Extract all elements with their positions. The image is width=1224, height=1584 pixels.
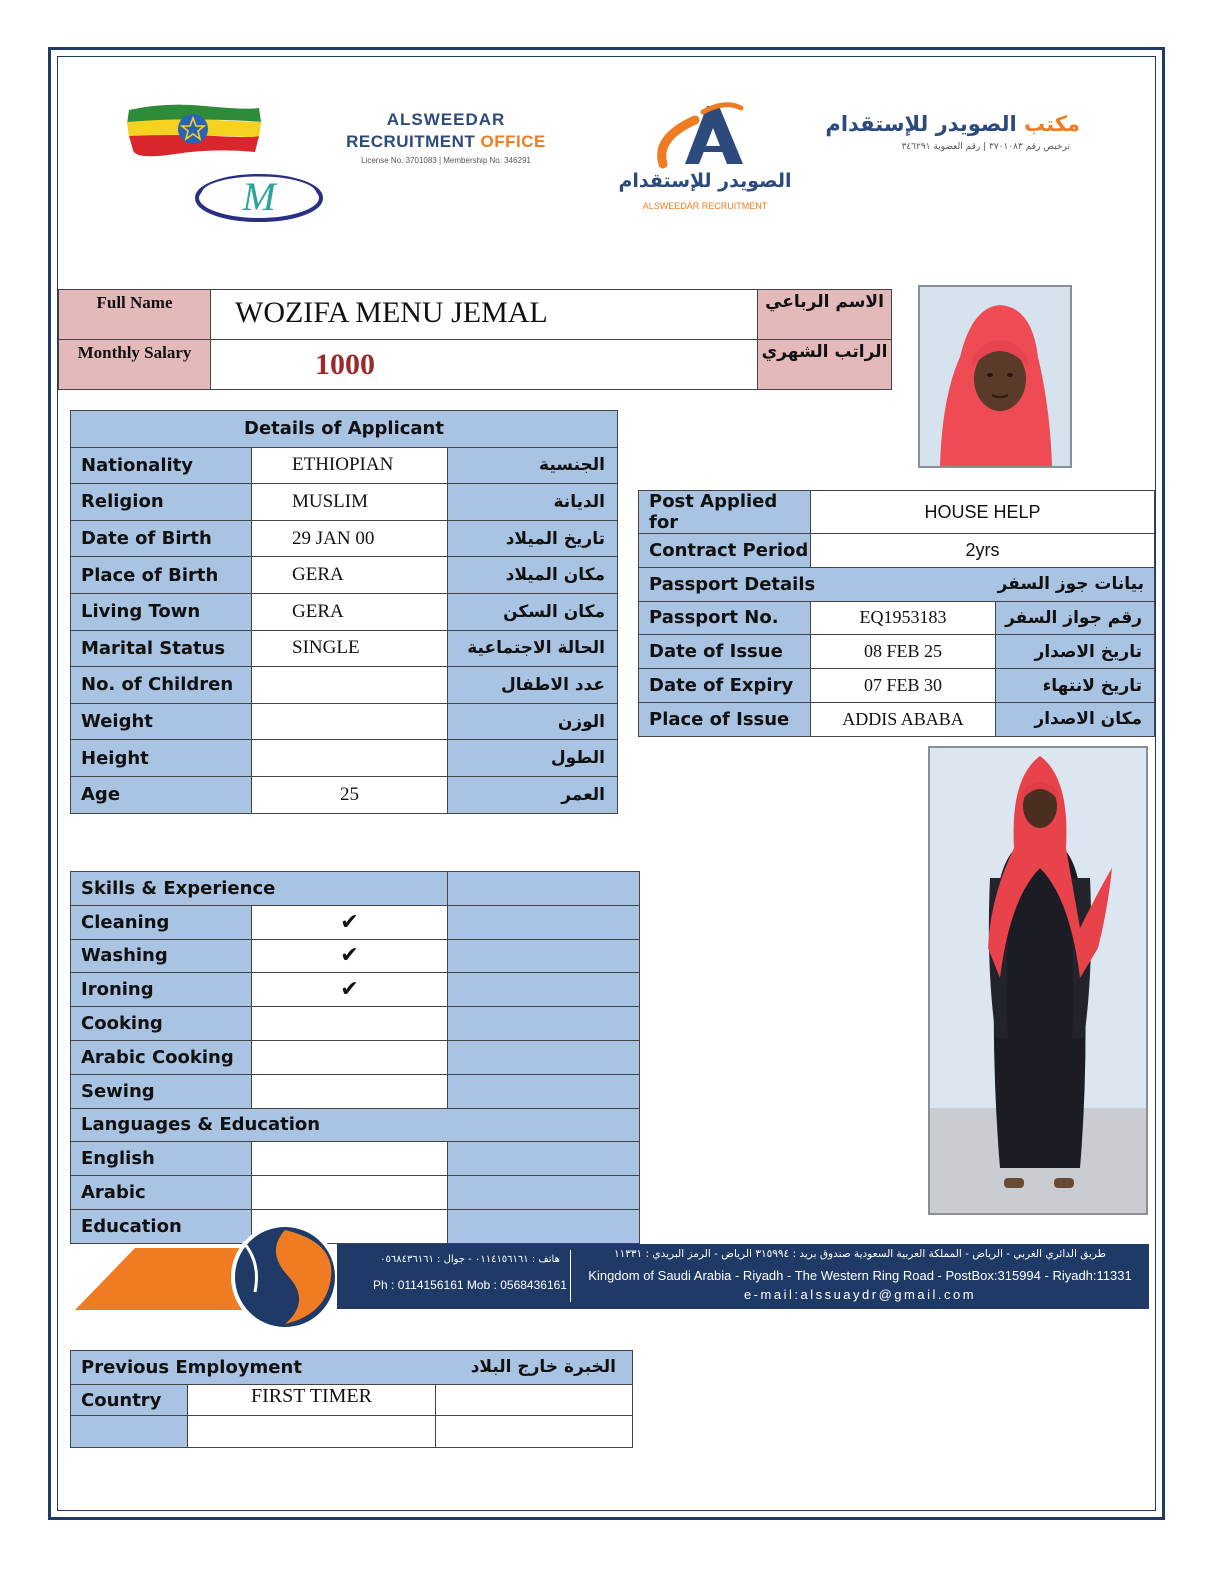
table-row	[71, 973, 640, 1007]
skill-label: Ironing	[71, 973, 252, 1007]
table-row	[71, 484, 618, 521]
email-text: e-mail:alssuaydr@gmail.com	[743, 1287, 977, 1302]
check-mark: ✔	[252, 939, 448, 973]
blank-label	[71, 1416, 188, 1448]
table-row	[639, 669, 1155, 703]
row-value: MUSLIM	[252, 484, 448, 521]
full-body-illustration	[930, 748, 1146, 1213]
skill-blank	[448, 939, 640, 973]
m-logo-letter: M	[242, 174, 276, 219]
row-value: GERA	[252, 557, 448, 594]
language-blank	[448, 1176, 640, 1210]
post-value: HOUSE HELP	[811, 491, 1155, 534]
a-logo-arabic: الصويدر للإستقدام	[618, 170, 792, 192]
row-arabic: تاريخ الاصدار	[996, 635, 1155, 669]
table-row	[71, 520, 618, 557]
a-logo-mark	[615, 98, 795, 170]
name-salary-table	[58, 289, 892, 390]
row-label: Marital Status	[71, 630, 252, 667]
full-body-photo	[928, 746, 1148, 1215]
passport-header: Passport Details بيانات جوز السفر	[639, 567, 1155, 601]
table-row	[71, 1040, 640, 1074]
skill-blank	[448, 905, 640, 939]
row-arabic: تاريخ الميلاد	[448, 520, 618, 557]
row-arabic: الحالة الاجتماعية	[448, 630, 618, 667]
ethiopia-flag-logo	[125, 100, 263, 158]
address-english: Kingdom of Saudi Arabia - Riyadh - The Western Ring Road - PostBox:315994 - Riyadh:11331	[588, 1268, 1132, 1283]
country-label: Country	[71, 1385, 188, 1416]
logo-line-1: ALSWEEDAR	[386, 110, 506, 129]
phone-english: Ph : 0114156161 Mob : 0568436161	[373, 1278, 567, 1292]
table-row	[71, 939, 640, 973]
country-extra	[436, 1385, 633, 1416]
row-label: Date of Birth	[71, 520, 252, 557]
country-value: FIRST TIMER	[188, 1385, 436, 1416]
license-line: License No. 3701083 | Membership No. 346291	[361, 156, 531, 165]
check-mark	[252, 1040, 448, 1074]
row-value: GERA	[252, 593, 448, 630]
skill-label: Washing	[71, 939, 252, 973]
table-row	[71, 1074, 640, 1108]
skill-blank	[448, 973, 640, 1007]
row-arabic: عدد الاطفال	[448, 667, 618, 704]
arabic-logo-title: مكتب الصويدر للإستقدام	[825, 112, 1080, 136]
arabic-office-logo	[820, 112, 1080, 152]
row-value: ETHIOPIAN	[252, 447, 448, 484]
language-label: Arabic	[71, 1176, 252, 1210]
check-mark: ✔	[252, 905, 448, 939]
row-value: ADDIS ABABA	[811, 702, 996, 736]
logo-line-2: RECRUITMENT OFFICE	[346, 132, 546, 151]
post-label: Post Applied for	[639, 491, 811, 534]
row-value: 25	[252, 776, 448, 813]
banner-divider	[570, 1250, 571, 1302]
skill-label: Cleaning	[71, 905, 252, 939]
row-value	[252, 703, 448, 740]
skill-label: Cooking	[71, 1007, 252, 1041]
full-name-value: WOZIFA MENU JEMAL	[211, 290, 758, 340]
row-label: No. of Children	[71, 667, 252, 704]
table-row	[71, 593, 618, 630]
row-label: Date of Expiry	[639, 669, 811, 703]
row-arabic: العمر	[448, 776, 618, 813]
row-label: Date of Issue	[639, 635, 811, 669]
row-arabic: رقم جواز السفر	[996, 601, 1155, 635]
salary-label: Monthly Salary	[59, 340, 211, 390]
row-value: 29 JAN 00	[252, 520, 448, 557]
details-title: Details of Applicant	[71, 411, 618, 448]
english-office-logo	[330, 110, 562, 165]
row-arabic: مكان الاصدار	[996, 702, 1155, 736]
languages-title: Languages & Education	[71, 1108, 640, 1142]
table-row	[639, 702, 1155, 736]
language-label: English	[71, 1142, 252, 1176]
row-label: Weight	[71, 703, 252, 740]
row-label: Religion	[71, 484, 252, 521]
row-label: Place of Birth	[71, 557, 252, 594]
table-row	[71, 630, 618, 667]
row-arabic: الطول	[448, 740, 618, 777]
language-value	[252, 1142, 448, 1176]
skill-blank	[448, 1040, 640, 1074]
row-value: 08 FEB 25	[811, 635, 996, 669]
m-logo	[193, 170, 325, 224]
address-arabic: طريق الدائري الغربي - الرياض - المملكة العربية السعودية صندوق بريد : ٣١٥٩٩٤ الرياض - الرمز البريدي : ١١٣٣١	[613, 1248, 1107, 1260]
salary-arabic: الراتب الشهري	[758, 340, 892, 390]
contract-value: 2yrs	[811, 534, 1155, 568]
previous-title: Previous Employment الخبرة خارج البلاد	[71, 1351, 633, 1385]
skill-blank	[448, 1074, 640, 1108]
row-value: EQ1953183	[811, 601, 996, 635]
skills-title: Skills & Experience	[71, 872, 448, 906]
row-arabic: مكان الميلاد	[448, 557, 618, 594]
row-label: Height	[71, 740, 252, 777]
full-name-arabic: الاسم الرباعي	[758, 290, 892, 340]
row-value: SINGLE	[252, 630, 448, 667]
row-label: Age	[71, 776, 252, 813]
arabic-logo-sub: ترخيص رقم ٣٧٠١٠٨٣ | رقم العضوية ٣٤٦٢٩١	[901, 142, 1070, 152]
table-row	[71, 740, 618, 777]
row-value: 07 FEB 30	[811, 669, 996, 703]
row-label: Passport No.	[639, 601, 811, 635]
table-row	[71, 776, 618, 813]
check-mark	[252, 1074, 448, 1108]
table-row	[71, 703, 618, 740]
contract-label: Contract Period	[639, 534, 811, 568]
check-mark: ✔	[252, 973, 448, 1007]
row-label: Place of Issue	[639, 702, 811, 736]
blank-extra	[436, 1416, 633, 1448]
row-arabic: الديانة	[448, 484, 618, 521]
table-row	[639, 601, 1155, 635]
headshot-photo	[918, 285, 1072, 468]
a-logo	[615, 98, 795, 218]
table-row	[71, 667, 618, 704]
check-mark	[252, 1007, 448, 1041]
skill-label: Sewing	[71, 1074, 252, 1108]
passport-table	[638, 490, 1155, 737]
table-row	[71, 1176, 640, 1210]
row-arabic: تاريخ لانتهاء	[996, 669, 1155, 703]
a-logo-english: ALSWEEDAR RECRUITMENT	[642, 201, 768, 211]
skills-table	[70, 871, 640, 1244]
language-blank	[448, 1142, 640, 1176]
skills-title-blank	[448, 872, 640, 906]
language-value	[252, 1176, 448, 1210]
table-row	[71, 447, 618, 484]
row-arabic: الجنسية	[448, 447, 618, 484]
full-name-label: Full Name	[59, 290, 211, 340]
row-arabic: مكان السكن	[448, 593, 618, 630]
blank-value	[188, 1416, 436, 1448]
table-row	[71, 557, 618, 594]
phone-arabic: هاتف : ٠١١٤١٥٦١٦١ - جوال : ٠٥٦٨٤٣٦١٦١	[380, 1254, 560, 1265]
skill-blank	[448, 1007, 640, 1041]
row-label: Living Town	[71, 593, 252, 630]
row-label: Nationality	[71, 447, 252, 484]
salary-value: 1000	[211, 340, 758, 390]
row-value	[252, 667, 448, 704]
table-row	[71, 1142, 640, 1176]
previous-employment-table	[70, 1350, 633, 1448]
banner-logo-shape	[75, 1222, 345, 1332]
details-table	[70, 410, 618, 814]
table-row	[71, 905, 640, 939]
row-arabic: الوزن	[448, 703, 618, 740]
table-row	[639, 635, 1155, 669]
headshot-illustration	[920, 287, 1070, 466]
table-row	[71, 1007, 640, 1041]
contact-banner	[75, 1222, 1149, 1332]
row-value	[252, 740, 448, 777]
language-label: Education	[71, 1209, 252, 1243]
skill-label: Arabic Cooking	[71, 1040, 252, 1074]
